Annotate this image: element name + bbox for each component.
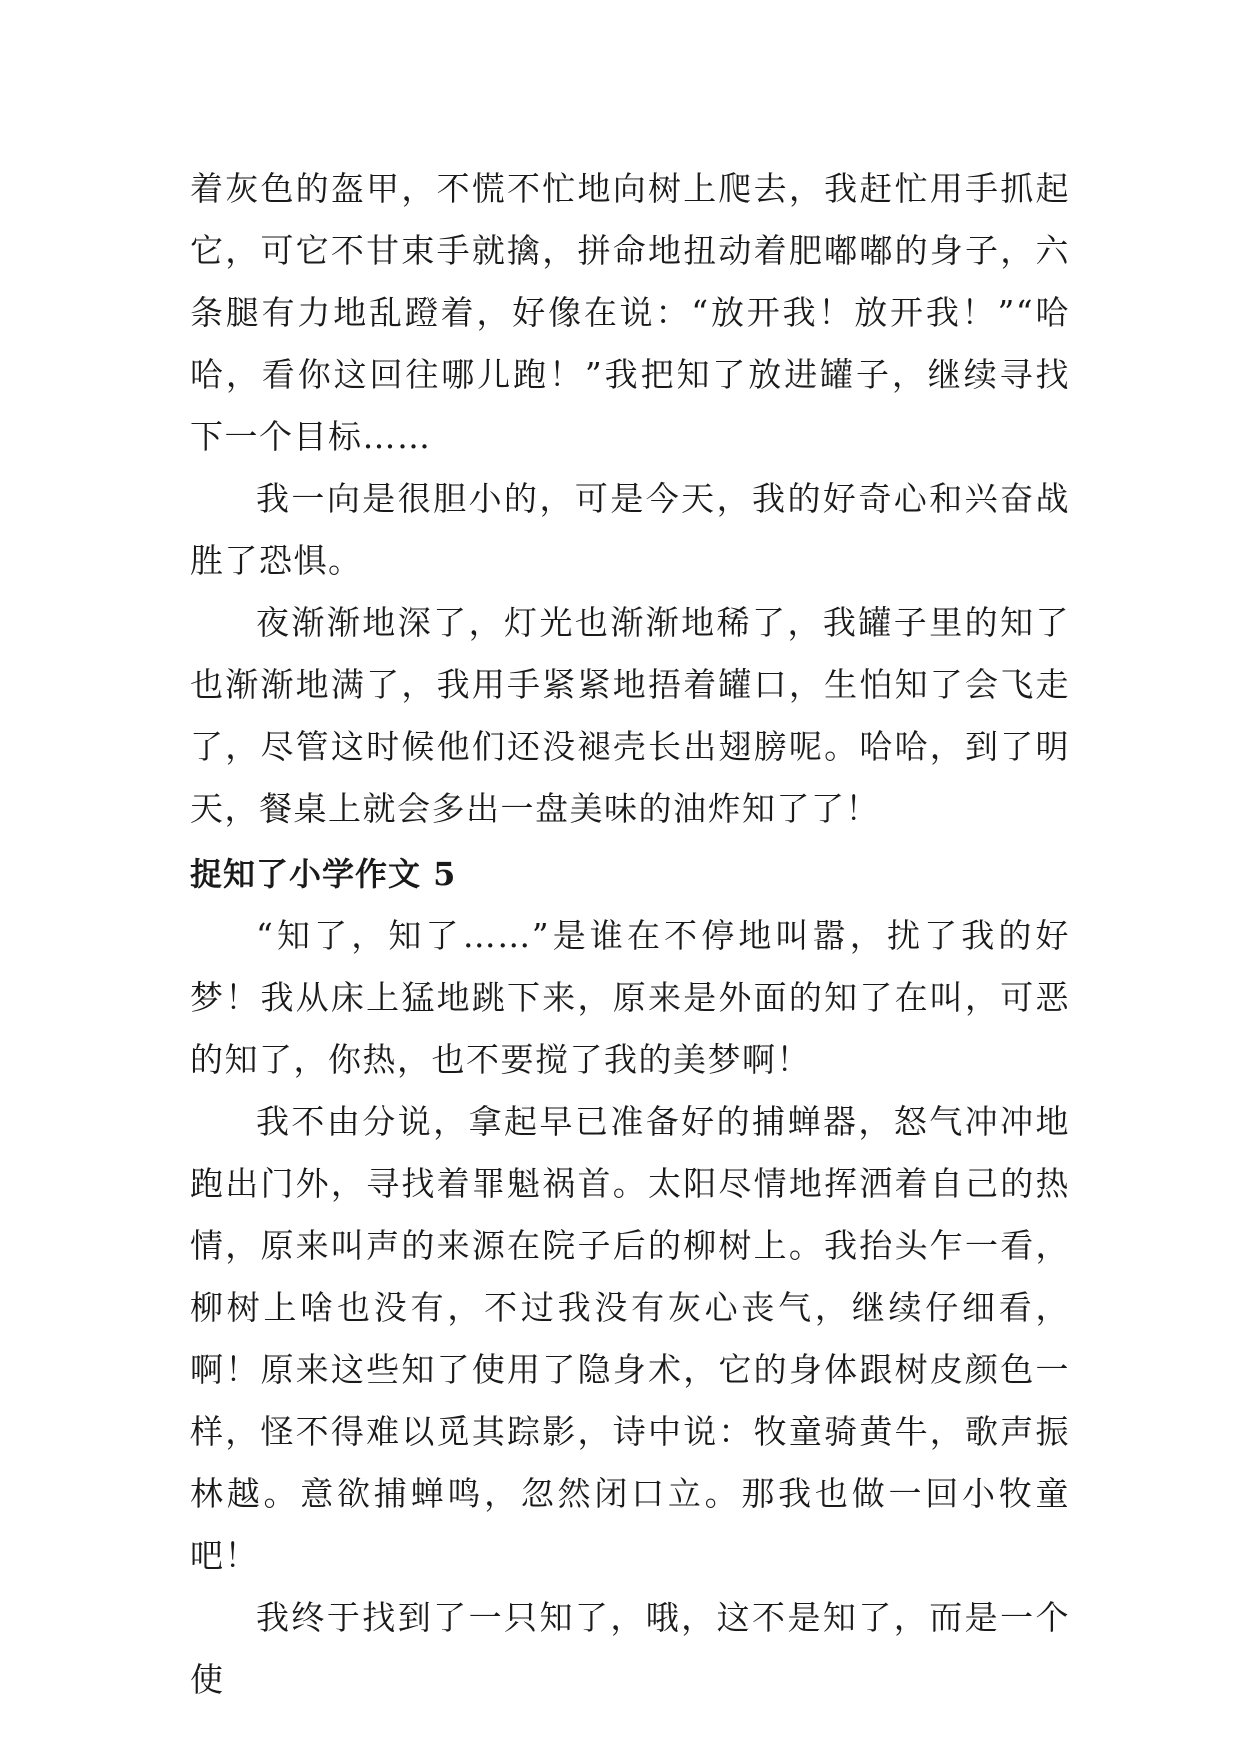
paragraph: 我不由分说，拿起早已准备好的捕蝉器，怒气冲冲地跑出门外，寻找着罪魁祸首。太阳尽情地挥洒着自己的热情，原来叫声的来源在院子后的柳树上。我抬头乍一看，柳树上啥也没有，不过我没有灰心丧气，继续仔细看，啊！原来这些知了使用了隐身术，它的身体跟树皮颜色一样，怪不得难以觅其踪影，诗中说：牧童骑黄牛，歌声振林越。意欲捕蝉鸣，忽然闭口立。那我也做一回小牧童吧！ <box>190 1102 1070 1575</box>
paragraph: 我一向是很胆小的，可是今天，我的好奇心和兴奋战胜了恐惧。 <box>190 479 1070 580</box>
paragraph-continued: 着灰色的盔甲，不慌不忙地向树上爬去，我赶忙用手抓起它，可它不甘束手就擒，拼命地扭动着肥嘟嘟的身子，六条腿有力地乱蹬着，好像在说：“放开我！放开我！”“哈哈，看你这回往哪儿跑！”我把知了放进罐子，继续寻找下一个目标…… <box>190 169 1070 456</box>
essay-section-continued <box>190 158 1070 840</box>
paragraph: 我终于找到了一只知了，哦，这不是知了，而是一个使 <box>190 1598 1070 1699</box>
essay-section-5 <box>190 843 1070 1711</box>
essay-heading: 捉知了小学作文 5 <box>190 855 457 893</box>
paragraph: 夜渐渐地深了，灯光也渐渐地稀了，我罐子里的知了也渐渐地满了，我用手紧紧地捂着罐口，生怕知了会飞走了，尽管这时候他们还没褪壳长出翅膀呢。哈哈，到了明天，餐桌上就会多出一盘美味的油炸知了了！ <box>190 603 1070 828</box>
paragraph: “知了，知了……”是谁在不停地叫嚣，扰了我的好梦！我从床上猛地跳下来，原来是外面的知了在叫，可恶的知了，你热，也不要搅了我的美梦啊！ <box>190 916 1070 1079</box>
